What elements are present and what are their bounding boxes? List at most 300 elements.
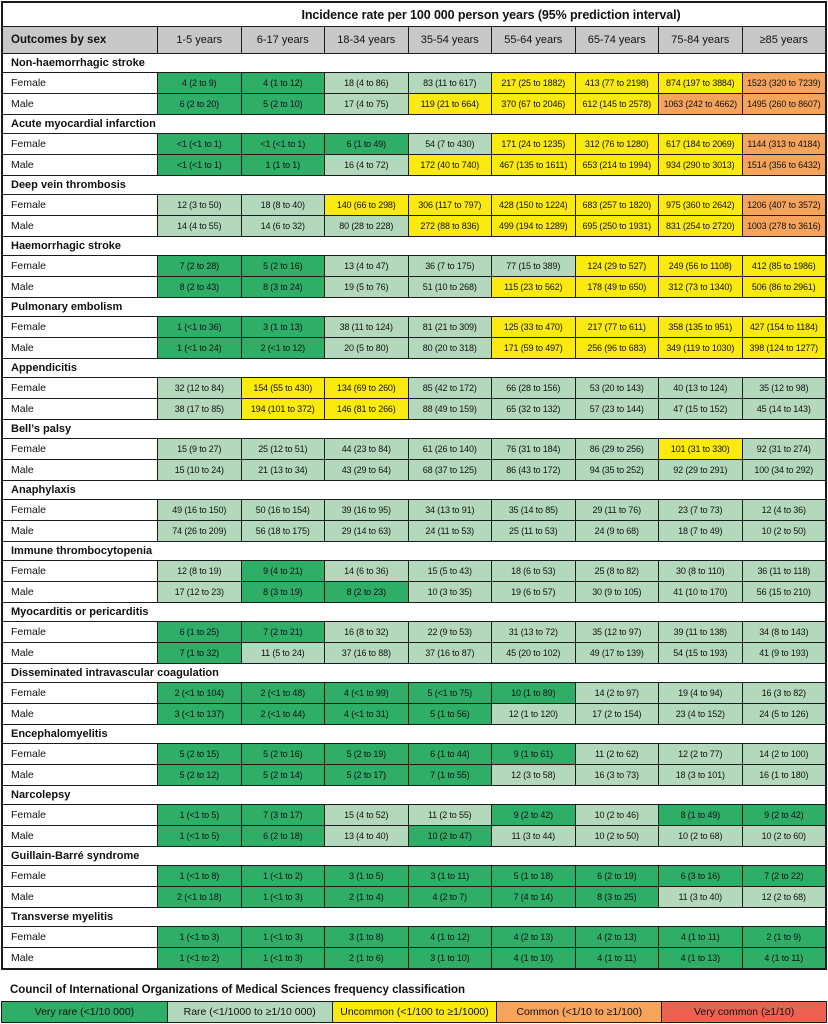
incidence-cell: 10 (2 to 46) xyxy=(575,805,659,825)
incidence-cell: 8 (2 to 43) xyxy=(157,277,241,297)
incidence-cell: 1514 (356 to 6432) xyxy=(742,155,826,175)
outcome-section-header: Encephalomyelitis xyxy=(3,724,825,743)
incidence-cell: 35 (14 to 85) xyxy=(491,500,575,520)
table-row xyxy=(3,743,825,764)
legend-swatch-vr: Very rare (<1/10 000) xyxy=(2,1002,167,1022)
incidence-cell: 499 (194 to 1289) xyxy=(491,216,575,236)
incidence-cell: 4 (<1 to 99) xyxy=(324,683,408,703)
incidence-cell: 4 (1 to 11) xyxy=(742,948,826,968)
incidence-cell: 65 (32 to 132) xyxy=(491,399,575,419)
incidence-cell: 29 (11 to 76) xyxy=(575,500,659,520)
incidence-cell: 49 (17 to 139) xyxy=(575,643,659,663)
incidence-cell: 683 (257 to 1820) xyxy=(575,195,659,215)
incidence-cell: 10 (2 to 68) xyxy=(658,826,742,846)
incidence-cell: 272 (88 to 836) xyxy=(408,216,492,236)
sex-row-label: Male xyxy=(3,338,157,358)
table-row xyxy=(3,459,825,480)
incidence-cell: 8 (3 to 25) xyxy=(575,887,659,907)
incidence-cell: 7 (2 to 28) xyxy=(157,256,241,276)
incidence-cell: 3 (1 to 13) xyxy=(241,317,325,337)
incidence-cell: 34 (8 to 143) xyxy=(742,622,826,642)
incidence-cell: <1 (<1 to 1) xyxy=(157,134,241,154)
sex-row-label: Female xyxy=(3,866,157,886)
incidence-cell: 24 (5 to 126) xyxy=(742,704,826,724)
incidence-cell: 1206 (407 to 3572) xyxy=(742,195,826,215)
incidence-cell: 41 (10 to 170) xyxy=(658,582,742,602)
incidence-cell: 312 (73 to 1340) xyxy=(658,277,742,297)
incidence-cell: 10 (1 to 89) xyxy=(491,683,575,703)
incidence-cell: 506 (86 to 2961) xyxy=(742,277,826,297)
incidence-cell: 88 (49 to 159) xyxy=(408,399,492,419)
incidence-cell: 101 (31 to 330) xyxy=(658,439,742,459)
incidence-cell: 178 (49 to 650) xyxy=(575,277,659,297)
sex-row-label: Female xyxy=(3,683,157,703)
outcome-section-header: Non-haemorrhagic stroke xyxy=(3,53,825,72)
sex-row-label: Male xyxy=(3,948,157,968)
age-column-header: 1-5 years xyxy=(157,27,241,53)
legend-swatch-u: Uncommon (<1/100 to ≥1/1000) xyxy=(332,1002,497,1022)
incidence-cell: 92 (29 to 291) xyxy=(658,460,742,480)
incidence-cell: 56 (18 to 175) xyxy=(241,521,325,541)
incidence-cell: 9 (2 to 42) xyxy=(491,805,575,825)
incidence-cell: 428 (150 to 1224) xyxy=(491,195,575,215)
incidence-cell: 18 (7 to 49) xyxy=(658,521,742,541)
incidence-cell: 20 (5 to 80) xyxy=(324,338,408,358)
age-column-header: 18-34 years xyxy=(324,27,408,53)
sex-row-label: Male xyxy=(3,216,157,236)
sex-row-label: Female xyxy=(3,195,157,215)
incidence-cell: 6 (1 to 25) xyxy=(157,622,241,642)
incidence-cell: 12 (8 to 19) xyxy=(157,561,241,581)
incidence-cell: 17 (2 to 154) xyxy=(575,704,659,724)
incidence-cell: 5 (2 to 14) xyxy=(241,765,325,785)
incidence-cell: 37 (16 to 87) xyxy=(408,643,492,663)
age-column-header: 65-74 years xyxy=(575,27,659,53)
incidence-cell: 2 (1 to 6) xyxy=(324,948,408,968)
table-row xyxy=(3,154,825,175)
incidence-cell: 18 (4 to 86) xyxy=(324,73,408,93)
incidence-cell: 39 (16 to 95) xyxy=(324,500,408,520)
table-row xyxy=(3,93,825,114)
incidence-cell: 5 (2 to 16) xyxy=(241,256,325,276)
incidence-cell: 1 (<1 to 8) xyxy=(157,866,241,886)
incidence-cell: 38 (11 to 124) xyxy=(324,317,408,337)
incidence-cell: 7 (1 to 55) xyxy=(408,765,492,785)
incidence-cell: 11 (3 to 44) xyxy=(491,826,575,846)
incidence-cell: 32 (12 to 84) xyxy=(157,378,241,398)
table-row xyxy=(3,560,825,581)
incidence-cell: 612 (145 to 2578) xyxy=(575,94,659,114)
incidence-cell: 4 (1 to 11) xyxy=(658,927,742,947)
outcome-section-header: Narcolepsy xyxy=(3,785,825,804)
incidence-cell: 398 (124 to 1277) xyxy=(742,338,826,358)
incidence-cell: 4 (1 to 10) xyxy=(491,948,575,968)
incidence-cell: 413 (77 to 2198) xyxy=(575,73,659,93)
incidence-cell: 4 (2 to 9) xyxy=(157,73,241,93)
sex-row-label: Female xyxy=(3,439,157,459)
incidence-cell: 1523 (320 to 7239) xyxy=(742,73,826,93)
incidence-cell: 4 (2 to 7) xyxy=(408,887,492,907)
legend-swatch-r: Rare (<1/1000 to ≥1/10 000) xyxy=(167,1002,332,1022)
incidence-cell: 256 (96 to 683) xyxy=(575,338,659,358)
sex-row-label: Male xyxy=(3,765,157,785)
outcome-section-header: Appendicitis xyxy=(3,358,825,377)
incidence-cell: 975 (360 to 2642) xyxy=(658,195,742,215)
incidence-cell: 874 (197 to 3884) xyxy=(658,73,742,93)
incidence-cell: 4 (1 to 12) xyxy=(241,73,325,93)
incidence-cell: 39 (11 to 138) xyxy=(658,622,742,642)
incidence-table xyxy=(1,1,827,970)
incidence-cell: 35 (12 to 97) xyxy=(575,622,659,642)
incidence-cell: 16 (3 to 73) xyxy=(575,765,659,785)
sex-row-label: Female xyxy=(3,378,157,398)
incidence-cell: 5 (2 to 19) xyxy=(324,744,408,764)
incidence-cell: 358 (135 to 951) xyxy=(658,317,742,337)
incidence-cell: 86 (43 to 172) xyxy=(491,460,575,480)
incidence-cell: 6 (2 to 18) xyxy=(241,826,325,846)
incidence-cell: 8 (2 to 23) xyxy=(324,582,408,602)
incidence-cell: 22 (9 to 53) xyxy=(408,622,492,642)
incidence-cell: 10 (2 to 60) xyxy=(742,826,826,846)
table-row xyxy=(3,926,825,947)
outcome-section-header: Haemorrhagic stroke xyxy=(3,236,825,255)
table-row xyxy=(3,133,825,154)
table-row xyxy=(3,72,825,93)
table-title: Incidence rate per 100 000 person years (95% prediction interval) xyxy=(301,7,681,22)
incidence-cell: 45 (14 to 143) xyxy=(742,399,826,419)
incidence-cell: 66 (28 to 156) xyxy=(491,378,575,398)
incidence-cell: 217 (77 to 611) xyxy=(575,317,659,337)
incidence-cell: 370 (67 to 2046) xyxy=(491,94,575,114)
incidence-cell: 1063 (242 to 4662) xyxy=(658,94,742,114)
table-row xyxy=(3,215,825,236)
incidence-cell: 14 (6 to 36) xyxy=(324,561,408,581)
incidence-cell: 6 (3 to 16) xyxy=(658,866,742,886)
incidence-cell: 249 (56 to 1108) xyxy=(658,256,742,276)
incidence-cell: 18 (6 to 53) xyxy=(491,561,575,581)
incidence-cell: 3 (1 to 11) xyxy=(408,866,492,886)
incidence-cell: 10 (2 to 50) xyxy=(575,826,659,846)
table-row xyxy=(3,438,825,459)
sex-row-label: Female xyxy=(3,256,157,276)
outcome-section-header: Acute myocardial infarction xyxy=(3,114,825,133)
incidence-cell: 37 (16 to 88) xyxy=(324,643,408,663)
incidence-cell: 467 (135 to 1611) xyxy=(491,155,575,175)
legend-swatch-vc: Very common (≥1/10) xyxy=(661,1002,826,1022)
incidence-cell: 74 (26 to 209) xyxy=(157,521,241,541)
incidence-cell: 7 (1 to 32) xyxy=(157,643,241,663)
incidence-cell: 1 (<1 to 36) xyxy=(157,317,241,337)
table-row xyxy=(3,276,825,297)
incidence-cell: 30 (9 to 105) xyxy=(575,582,659,602)
incidence-cell: 1144 (313 to 4184) xyxy=(742,134,826,154)
table-row xyxy=(3,377,825,398)
incidence-cell: 1003 (278 to 3616) xyxy=(742,216,826,236)
sex-row-label: Male xyxy=(3,277,157,297)
incidence-cell: 10 (2 to 47) xyxy=(408,826,492,846)
incidence-cell: 18 (3 to 101) xyxy=(658,765,742,785)
table-body xyxy=(3,53,825,968)
incidence-cell: 50 (16 to 154) xyxy=(241,500,325,520)
sex-row-label: Male xyxy=(3,460,157,480)
table-row xyxy=(3,255,825,276)
incidence-cell: 36 (11 to 118) xyxy=(742,561,826,581)
outcome-section-header: Myocarditis or pericarditis xyxy=(3,602,825,621)
sex-row-label: Female xyxy=(3,927,157,947)
table-row xyxy=(3,804,825,825)
incidence-cell: 8 (3 to 19) xyxy=(241,582,325,602)
table-row xyxy=(3,337,825,358)
column-header-row xyxy=(3,26,825,53)
incidence-cell: 83 (11 to 617) xyxy=(408,73,492,93)
incidence-cell: 617 (184 to 2069) xyxy=(658,134,742,154)
incidence-cell: 13 (4 to 40) xyxy=(324,826,408,846)
incidence-cell: 23 (4 to 152) xyxy=(658,704,742,724)
incidence-cell: 36 (7 to 175) xyxy=(408,256,492,276)
incidence-cell: 18 (8 to 40) xyxy=(241,195,325,215)
incidence-cell: 312 (76 to 1280) xyxy=(575,134,659,154)
sex-row-label: Male xyxy=(3,582,157,602)
table-row xyxy=(3,682,825,703)
incidence-cell: 29 (14 to 63) xyxy=(324,521,408,541)
incidence-cell: 5 (2 to 10) xyxy=(241,94,325,114)
sex-row-label: Male xyxy=(3,94,157,114)
incidence-cell: 2 (<1 to 44) xyxy=(241,704,325,724)
table-row xyxy=(3,194,825,215)
incidence-cell: 11 (2 to 62) xyxy=(575,744,659,764)
incidence-cell: 7 (2 to 22) xyxy=(742,866,826,886)
incidence-cell: 15 (5 to 43) xyxy=(408,561,492,581)
incidence-cell: 124 (29 to 527) xyxy=(575,256,659,276)
incidence-cell: 1495 (260 to 8607) xyxy=(742,94,826,114)
incidence-cell: 12 (4 to 36) xyxy=(742,500,826,520)
incidence-cell: 14 (2 to 97) xyxy=(575,683,659,703)
incidence-cell: 19 (6 to 57) xyxy=(491,582,575,602)
incidence-cell: 76 (31 to 184) xyxy=(491,439,575,459)
incidence-cell: 4 (2 to 13) xyxy=(575,927,659,947)
sex-row-label: Female xyxy=(3,134,157,154)
incidence-cell: 16 (1 to 180) xyxy=(742,765,826,785)
incidence-cell: 49 (16 to 150) xyxy=(157,500,241,520)
incidence-cell: 14 (6 to 32) xyxy=(241,216,325,236)
incidence-cell: 31 (13 to 72) xyxy=(491,622,575,642)
incidence-cell: 6 (1 to 44) xyxy=(408,744,492,764)
incidence-cell: 80 (20 to 318) xyxy=(408,338,492,358)
incidence-cell: 35 (12 to 98) xyxy=(742,378,826,398)
incidence-cell: 134 (69 to 260) xyxy=(324,378,408,398)
incidence-cell: 119 (21 to 664) xyxy=(408,94,492,114)
sex-row-label: Male xyxy=(3,704,157,724)
incidence-cell: 3 (<1 to 137) xyxy=(157,704,241,724)
incidence-cell: 6 (2 to 19) xyxy=(575,866,659,886)
incidence-cell: 47 (15 to 152) xyxy=(658,399,742,419)
incidence-cell: 5 (<1 to 75) xyxy=(408,683,492,703)
incidence-cell: 25 (11 to 53) xyxy=(491,521,575,541)
incidence-cell: 171 (59 to 497) xyxy=(491,338,575,358)
incidence-cell: 8 (3 to 24) xyxy=(241,277,325,297)
incidence-cell: 38 (17 to 85) xyxy=(157,399,241,419)
incidence-cell: 54 (7 to 430) xyxy=(408,134,492,154)
age-column-header: ≥85 years xyxy=(742,27,826,53)
incidence-cell: 5 (2 to 12) xyxy=(157,765,241,785)
incidence-cell: <1 (<1 to 1) xyxy=(157,155,241,175)
incidence-cell: 12 (1 to 120) xyxy=(491,704,575,724)
incidence-cell: 5 (2 to 15) xyxy=(157,744,241,764)
table-row xyxy=(3,703,825,724)
incidence-cell: 57 (23 to 144) xyxy=(575,399,659,419)
table-row xyxy=(3,865,825,886)
table-row xyxy=(3,581,825,602)
incidence-cell: 5 (1 to 18) xyxy=(491,866,575,886)
incidence-cell: 4 (2 to 13) xyxy=(491,927,575,947)
sex-row-label: Male xyxy=(3,826,157,846)
incidence-cell: 9 (2 to 42) xyxy=(742,805,826,825)
incidence-cell: 11 (2 to 55) xyxy=(408,805,492,825)
incidence-cell: 1 (<1 to 5) xyxy=(157,826,241,846)
incidence-cell: 19 (4 to 94) xyxy=(658,683,742,703)
incidence-cell: 34 (13 to 91) xyxy=(408,500,492,520)
incidence-cell: 934 (290 to 3013) xyxy=(658,155,742,175)
table-row xyxy=(3,499,825,520)
incidence-cell: 9 (4 to 21) xyxy=(241,561,325,581)
table-row xyxy=(3,947,825,968)
incidence-cell: 194 (101 to 372) xyxy=(241,399,325,419)
outcome-section-header: Bell’s palsy xyxy=(3,419,825,438)
outcome-section-header: Deep vein thrombosis xyxy=(3,175,825,194)
table-row xyxy=(3,825,825,846)
sex-row-label: Female xyxy=(3,73,157,93)
incidence-cell: 10 (3 to 35) xyxy=(408,582,492,602)
incidence-cell: 77 (15 to 389) xyxy=(491,256,575,276)
incidence-cell: 2 (<1 to 48) xyxy=(241,683,325,703)
table-title-row xyxy=(3,3,825,26)
incidence-cell: 2 (1 to 9) xyxy=(742,927,826,947)
age-column-header: 75-84 years xyxy=(658,27,742,53)
incidence-cell: 6 (2 to 20) xyxy=(157,94,241,114)
table-row xyxy=(3,621,825,642)
incidence-cell: 16 (4 to 72) xyxy=(324,155,408,175)
incidence-cell: 24 (11 to 53) xyxy=(408,521,492,541)
outcome-section-header: Disseminated intravascular coagulation xyxy=(3,663,825,682)
incidence-cell: 217 (25 to 1882) xyxy=(491,73,575,93)
outcomes-by-sex-header: Outcomes by sex xyxy=(11,34,107,46)
sex-row-label: Male xyxy=(3,399,157,419)
incidence-cell: 10 (2 to 50) xyxy=(742,521,826,541)
sex-row-label: Female xyxy=(3,805,157,825)
incidence-cell: 4 (1 to 12) xyxy=(408,927,492,947)
incidence-cell: 6 (1 to 49) xyxy=(324,134,408,154)
incidence-cell: 41 (9 to 193) xyxy=(742,643,826,663)
incidence-cell: 1 (<1 to 5) xyxy=(157,805,241,825)
incidence-cell: 54 (15 to 193) xyxy=(658,643,742,663)
incidence-cell: 100 (34 to 292) xyxy=(742,460,826,480)
incidence-cell: 2 (<1 to 12) xyxy=(241,338,325,358)
incidence-cell: 86 (29 to 256) xyxy=(575,439,659,459)
incidence-cell: 5 (1 to 56) xyxy=(408,704,492,724)
incidence-cell: 4 (<1 to 31) xyxy=(324,704,408,724)
incidence-cell: 61 (26 to 140) xyxy=(408,439,492,459)
incidence-cell: 1 (<1 to 2) xyxy=(241,866,325,886)
incidence-cell: 53 (20 to 143) xyxy=(575,378,659,398)
table-row xyxy=(3,316,825,337)
incidence-cell: 68 (37 to 125) xyxy=(408,460,492,480)
age-column-header: 6-17 years xyxy=(241,27,325,53)
incidence-cell: 15 (4 to 52) xyxy=(324,805,408,825)
incidence-cell: 40 (13 to 124) xyxy=(658,378,742,398)
incidence-cell: 171 (24 to 1235) xyxy=(491,134,575,154)
outcome-section-header: Guillain-Barré syndrome xyxy=(3,846,825,865)
incidence-cell: 24 (9 to 68) xyxy=(575,521,659,541)
incidence-cell: 427 (154 to 1184) xyxy=(742,317,826,337)
incidence-cell: 15 (9 to 27) xyxy=(157,439,241,459)
incidence-cell: 21 (13 to 34) xyxy=(241,460,325,480)
age-column-header: 35-54 years xyxy=(408,27,492,53)
incidence-cell: 8 (1 to 49) xyxy=(658,805,742,825)
incidence-cell: 1 (<1 to 2) xyxy=(157,948,241,968)
incidence-cell: 172 (40 to 740) xyxy=(408,155,492,175)
incidence-cell: 125 (33 to 470) xyxy=(491,317,575,337)
sex-row-label: Female xyxy=(3,622,157,642)
incidence-cell: 4 (1 to 13) xyxy=(658,948,742,968)
incidence-cell: 19 (5 to 76) xyxy=(324,277,408,297)
incidence-cell: 2 (<1 to 18) xyxy=(157,887,241,907)
incidence-cell: 12 (3 to 50) xyxy=(157,195,241,215)
incidence-cell: 140 (66 to 298) xyxy=(324,195,408,215)
sex-row-label: Female xyxy=(3,317,157,337)
incidence-cell: 831 (254 to 2720) xyxy=(658,216,742,236)
incidence-cell: 25 (8 to 82) xyxy=(575,561,659,581)
sex-row-label: Female xyxy=(3,500,157,520)
incidence-cell: 3 (1 to 10) xyxy=(408,948,492,968)
incidence-cell: 23 (7 to 73) xyxy=(658,500,742,520)
table-row xyxy=(3,520,825,541)
incidence-cell: 3 (1 to 8) xyxy=(324,927,408,947)
incidence-cell: 56 (15 to 210) xyxy=(742,582,826,602)
table-row xyxy=(3,764,825,785)
sex-row-label: Male xyxy=(3,643,157,663)
incidence-cell: 9 (1 to 61) xyxy=(491,744,575,764)
table-row xyxy=(3,886,825,907)
incidence-cell: 115 (23 to 562) xyxy=(491,277,575,297)
incidence-cell: 43 (29 to 64) xyxy=(324,460,408,480)
incidence-cell: 2 (<1 to 104) xyxy=(157,683,241,703)
sex-row-label: Female xyxy=(3,744,157,764)
outcome-section-header: Anaphylaxis xyxy=(3,480,825,499)
incidence-cell: 94 (35 to 252) xyxy=(575,460,659,480)
incidence-cell: 306 (117 to 797) xyxy=(408,195,492,215)
incidence-cell: 2 (1 to 4) xyxy=(324,887,408,907)
incidence-cell: 1 (1 to 1) xyxy=(241,155,325,175)
incidence-cell: 7 (4 to 14) xyxy=(491,887,575,907)
incidence-cell: 11 (5 to 24) xyxy=(241,643,325,663)
legend-swatch-c: Common (<1/10 to ≥1/100) xyxy=(496,1002,661,1022)
frequency-legend xyxy=(1,1001,827,1023)
incidence-cell: 12 (3 to 58) xyxy=(491,765,575,785)
incidence-cell: 17 (4 to 75) xyxy=(324,94,408,114)
incidence-cell: 412 (85 to 1986) xyxy=(742,256,826,276)
outcome-section-header: Pulmonary embolism xyxy=(3,297,825,316)
incidence-cell: <1 (<1 to 1) xyxy=(241,134,325,154)
incidence-cell: 13 (4 to 47) xyxy=(324,256,408,276)
incidence-cell: 16 (3 to 82) xyxy=(742,683,826,703)
incidence-cell: 12 (2 to 77) xyxy=(658,744,742,764)
incidence-cell: 5 (2 to 17) xyxy=(324,765,408,785)
incidence-cell: 45 (20 to 102) xyxy=(491,643,575,663)
sex-row-label: Male xyxy=(3,887,157,907)
sex-row-label: Female xyxy=(3,561,157,581)
incidence-cell: 30 (8 to 110) xyxy=(658,561,742,581)
incidence-cell: 5 (2 to 16) xyxy=(241,744,325,764)
